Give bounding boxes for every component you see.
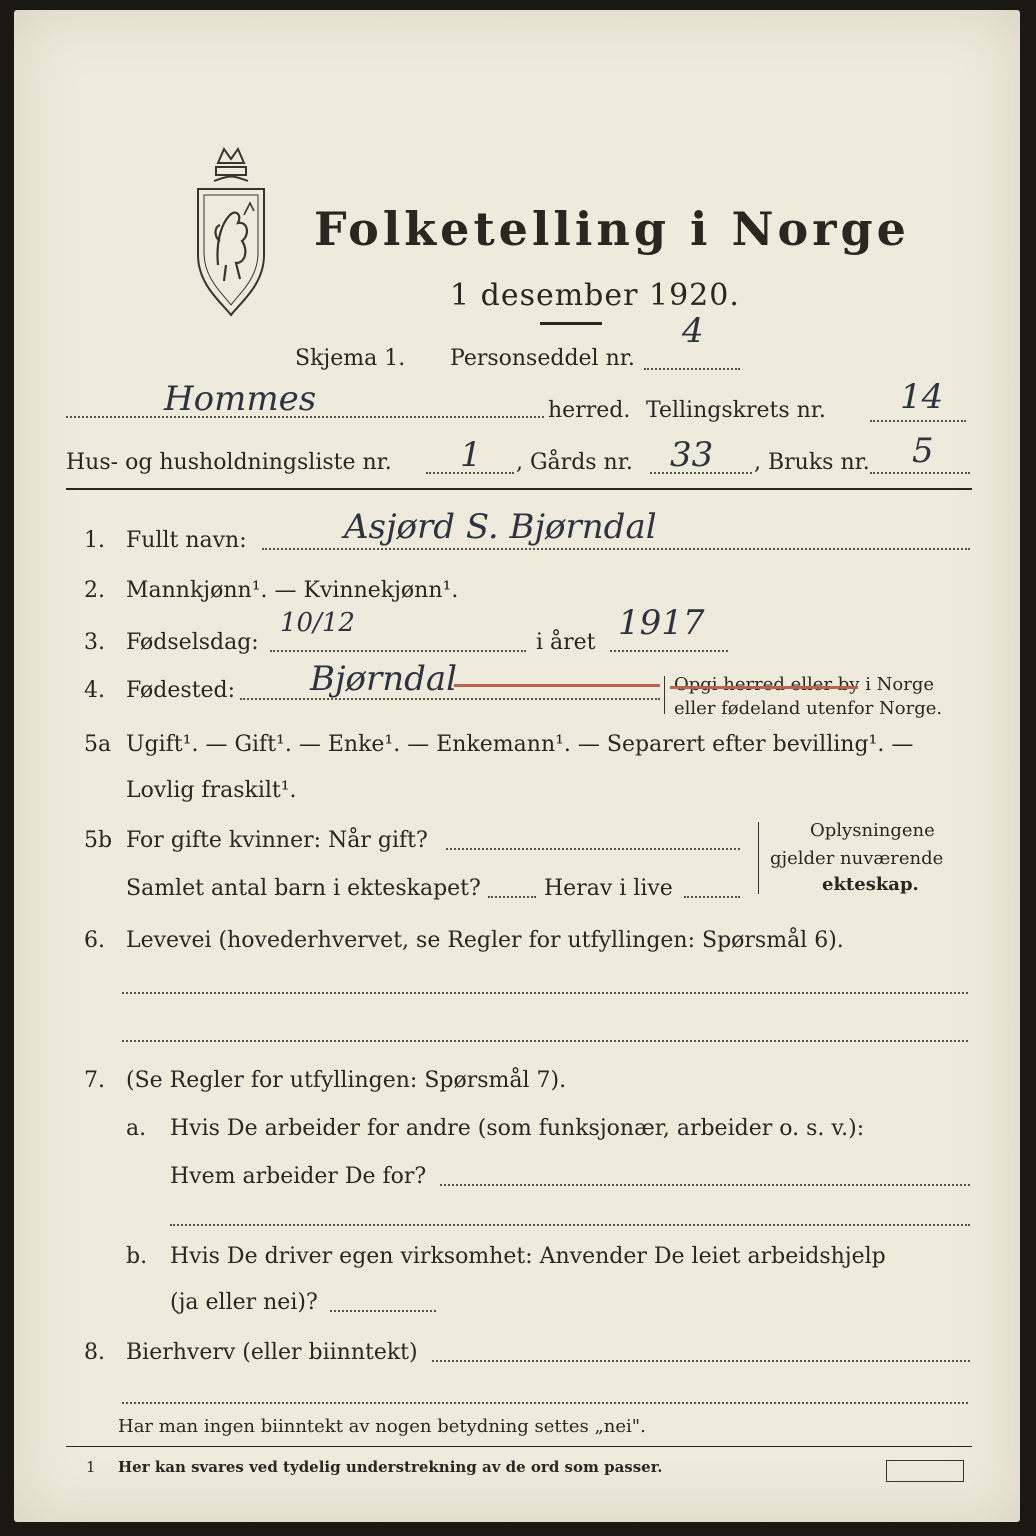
- q3-year-label: i året: [536, 630, 596, 655]
- gards-value[interactable]: 33: [670, 435, 714, 475]
- q4-note-line2: eller fødeland utenfor Norge.: [674, 698, 943, 719]
- q4-number: 4.: [84, 678, 105, 703]
- q7b-label: Hvis De driver egen virksomhet: Anvender De leiet arbeidshjelp: [170, 1244, 886, 1269]
- q7b-label-2: (ja eller nei)?: [170, 1290, 318, 1315]
- note-nei: Har man ingen biinntekt av nogen betydning settes „nei".: [118, 1416, 646, 1437]
- tellingskrets-value[interactable]: 14: [900, 377, 944, 417]
- note-strikethrough: [670, 686, 858, 689]
- footnote-number: 1: [86, 1458, 96, 1476]
- q5a-label-2: Lovlig fraskilt¹.: [126, 778, 297, 803]
- census-date: 1 desember 1920.: [450, 278, 740, 313]
- footnote-rule: [66, 1446, 972, 1447]
- norwegian-coat-of-arms-icon: [190, 145, 272, 325]
- title-divider: [540, 322, 602, 325]
- skjema-label: Skjema 1.: [295, 346, 406, 371]
- full-name-value[interactable]: Asjørd S. Bjørndal: [344, 507, 657, 547]
- q5b-live-line: [684, 896, 740, 898]
- q8-line: [432, 1360, 970, 1362]
- tellingskrets-line: [870, 420, 966, 422]
- q6-number: 6.: [84, 928, 105, 953]
- birthplace-value[interactable]: Bjørndal: [310, 659, 458, 699]
- q6-line-2: [122, 1040, 968, 1042]
- q2-label: Mannkjønn¹. — Kvinnekjønn¹.: [126, 578, 459, 603]
- q3-number: 3.: [84, 630, 105, 655]
- q5b-brace: [758, 822, 759, 894]
- q6-label: Levevei (hovederhvervet, se Regler for utfyllingen: Spørsmål 6).: [126, 928, 844, 953]
- bruks-line: [870, 472, 970, 474]
- q5b-note-line2: gjelder nuværende: [770, 848, 944, 869]
- q8-number: 8.: [84, 1340, 105, 1365]
- q7a-label-2: Hvem arbeider De for?: [170, 1164, 427, 1189]
- q1-number: 1.: [84, 528, 105, 553]
- q5b-label-3: Herav i live: [544, 876, 673, 901]
- q8-label: Bierhverv (eller biinntekt): [126, 1340, 418, 1365]
- q1-label: Fullt navn:: [126, 528, 247, 553]
- q5b-label-2: Samlet antal barn i ekteskapet?: [126, 876, 481, 901]
- q5b-gift-line: [446, 848, 740, 850]
- bruks-label: , Bruks nr.: [754, 450, 870, 475]
- q4-note-line1: Opgi herred eller by i Norge: [674, 674, 935, 695]
- q5b-barn-line: [488, 896, 536, 898]
- birth-year-value[interactable]: 1917: [618, 603, 705, 643]
- herred-label: herred.: [548, 398, 631, 423]
- gards-label: , Gårds nr.: [516, 450, 633, 475]
- census-form-sheet: [14, 10, 1020, 1522]
- q5b-note-line1: Oplysningene: [810, 820, 935, 841]
- q7a-line: [440, 1184, 970, 1186]
- q7a-label: Hvis De arbeider for andre (som funksjonær, arbeider o. s. v.):: [170, 1116, 865, 1141]
- bruks-value[interactable]: 5: [912, 431, 934, 471]
- personseddel-value[interactable]: 4: [682, 311, 704, 351]
- birthplace-strikethrough: [454, 684, 660, 687]
- q5a-label: Ugift¹. — Gift¹. — Enke¹. — Enkemann¹. — Separert efter bevilling¹. —: [126, 732, 914, 757]
- q6-line-1: [122, 992, 968, 994]
- q4-label: Fødested:: [126, 678, 236, 703]
- q3-year-line: [610, 650, 728, 652]
- q3-label: Fødselsdag:: [126, 630, 259, 655]
- q2-number: 2.: [84, 578, 105, 603]
- q7b-number: b.: [126, 1244, 148, 1269]
- q4-brace: [664, 676, 665, 714]
- q8-line-2: [122, 1402, 968, 1404]
- herred-value[interactable]: Hommes: [164, 379, 317, 419]
- q5b-label: For gifte kvinner: Når gift?: [126, 828, 428, 853]
- q7-label: (Se Regler for utfyllingen: Spørsmål 7).: [126, 1068, 567, 1093]
- tellingskrets-label: Tellingskrets nr.: [646, 398, 826, 423]
- q7b-line: [330, 1310, 436, 1312]
- q7-number: 7.: [84, 1068, 105, 1093]
- q1-line: [262, 548, 970, 550]
- q7a-line-2: [170, 1224, 970, 1226]
- form-title: Folketelling i Norge: [314, 202, 910, 256]
- hus-value[interactable]: 1: [460, 435, 482, 475]
- hus-label: Hus- og husholdningsliste nr.: [66, 450, 392, 475]
- personseddel-label: Personseddel nr.: [450, 346, 635, 371]
- footnote-text: Her kan svares ved tydelig understrekning av de ord som passer.: [118, 1458, 663, 1476]
- q5b-number: 5b: [84, 828, 113, 853]
- birthdate-value[interactable]: 10/12: [280, 608, 355, 638]
- personseddel-line: [644, 368, 740, 370]
- q7a-number: a.: [126, 1116, 147, 1141]
- q3-line: [270, 650, 526, 652]
- printer-stamp-icon: [886, 1460, 964, 1482]
- header-rule: [66, 488, 972, 490]
- q5b-note-line3: ekteskap.: [822, 874, 919, 895]
- q5a-number: 5a: [84, 732, 112, 757]
